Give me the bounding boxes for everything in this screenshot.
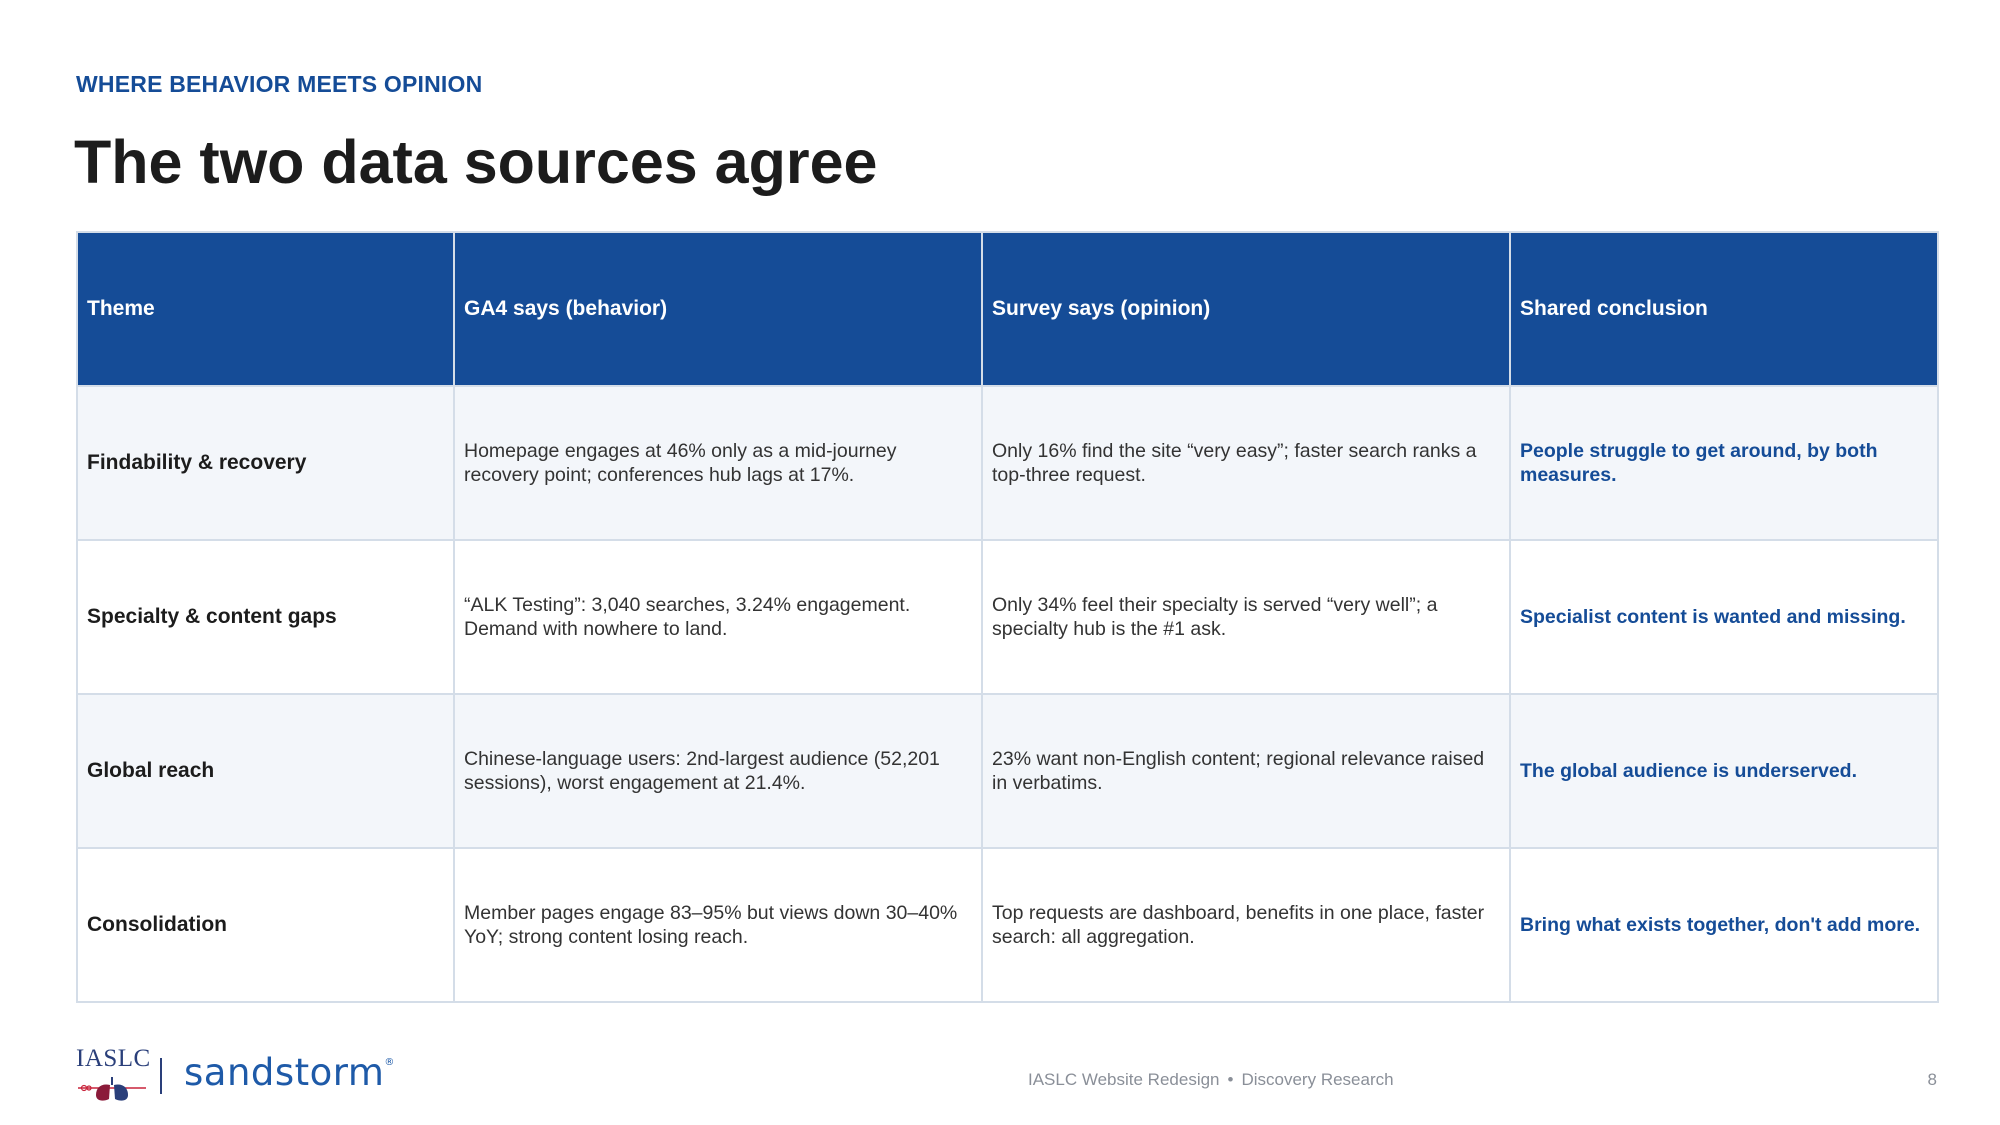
ga4-cell: “ALK Testing”: 3,040 searches, 3.24% engagement. Demand with nowhere to land. (454, 540, 982, 694)
lungs-icon (76, 1075, 148, 1105)
survey-cell: Top requests are dashboard, benefits in one place, faster search: all aggregation. (982, 848, 1510, 1002)
page-number: 8 (1927, 1070, 1937, 1089)
table-row (77, 540, 1938, 694)
sandstorm-logo: sandstorm® (184, 1051, 395, 1094)
column-header-survey: Survey says (opinion) (982, 232, 1510, 386)
theme-cell: Specialty & content gaps (77, 540, 454, 694)
iaslc-logo-wordmark: IASLC (76, 1045, 151, 1072)
ga4-cell: Homepage engages at 46% only as a mid-journey recovery point; conferences hub lags at 17%. (454, 386, 982, 540)
table-row (77, 386, 1938, 540)
column-header-conclusion: Shared conclusion (1510, 232, 1938, 386)
column-header-ga4: GA4 says (behavior) (454, 232, 982, 386)
theme-cell: Findability & recovery (77, 386, 454, 540)
theme-cell: Consolidation (77, 848, 454, 1002)
logo-divider (160, 1058, 162, 1094)
column-header-theme: Theme (77, 232, 454, 386)
bullet-separator: • (1227, 1070, 1234, 1089)
ga4-cell: Member pages engage 83–95% but views down 30–40% YoY; strong content losing reach. (454, 848, 982, 1002)
comparison-table (76, 231, 1939, 1003)
survey-cell: Only 16% find the site “very easy”; faster search ranks a top-three request. (982, 386, 1510, 540)
table-row (77, 694, 1938, 848)
eyebrow: WHERE BEHAVIOR MEETS OPINION (76, 71, 483, 97)
theme-cell: Global reach (77, 694, 454, 848)
table-header-row (77, 232, 1938, 386)
footer-section: Discovery Research (1241, 1070, 1394, 1089)
conclusion-cell: The global audience is underserved. (1510, 694, 1938, 848)
conclusion-cell: Specialist content is wanted and missing. (1510, 540, 1938, 694)
table-row (77, 848, 1938, 1002)
iaslc-logo (76, 1045, 151, 1105)
footer-project: IASLC Website Redesign (1028, 1070, 1220, 1089)
conclusion-cell: Bring what exists together, don't add more. (1510, 848, 1938, 1002)
survey-cell: Only 34% feel their specialty is served “very well”; a specialty hub is the #1 ask. (982, 540, 1510, 694)
survey-cell: 23% want non-English content; regional relevance raised in verbatims. (982, 694, 1510, 848)
page-title: The two data sources agree (74, 128, 878, 196)
conclusion-cell: People struggle to get around, by both measures. (1510, 386, 1938, 540)
footer (0, 1040, 2000, 1110)
ga4-cell: Chinese-language users: 2nd-largest audience (52,201 sessions), worst engagement at 21.4%. (454, 694, 982, 848)
footer-caption (1028, 1070, 1394, 1090)
